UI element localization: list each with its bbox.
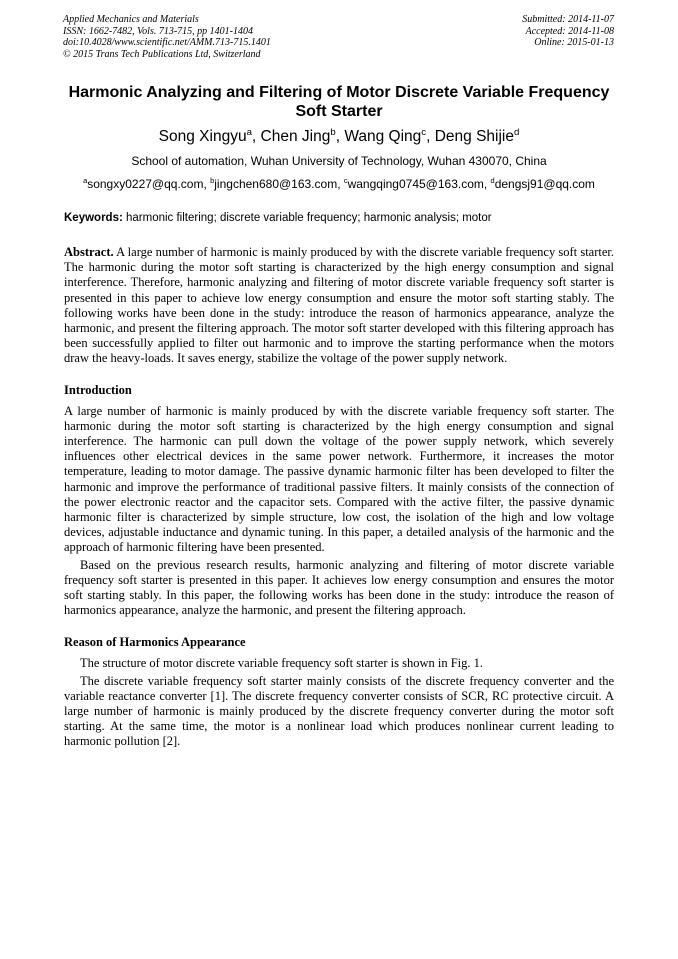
reason-heading: Reason of Harmonics Appearance bbox=[64, 635, 246, 650]
doi-link[interactable]: doi:10.4028/www.scientific.net/AMM.713-715.1401 bbox=[63, 37, 271, 49]
issn-line: ISSN: 1662-7482, Vols. 713-715, pp 1401-1404 bbox=[63, 25, 253, 37]
email[interactable]: $^c$wangqing0745@163.com bbox=[343, 176, 484, 191]
paper-title: Harmonic Analyzing and Filtering of Motor Discrete Variable Frequency Soft Starter bbox=[68, 84, 610, 120]
keywords bbox=[64, 211, 614, 225]
copyright-line: © 2015 Trans Tech Publications Ltd, Switzerland bbox=[63, 48, 261, 60]
email-list: $^a$songxy0227@qq.com, $^b$jingchen680@163.com, $^c$wangqing0745@163.com, $^d$dengsj91@qq.com bbox=[83, 176, 595, 191]
keywords-text: harmonic filtering; discrete variable frequency; harmonic analysis; motor bbox=[126, 212, 492, 224]
author: Deng Shijie$^d$ bbox=[434, 126, 520, 145]
journal-header bbox=[64, 14, 614, 66]
publication-dates bbox=[522, 14, 614, 49]
email[interactable]: $^d$dengsj91@qq.com bbox=[490, 176, 595, 191]
online-date: Online: 2015-01-13 bbox=[534, 37, 614, 49]
submitted-date: Submitted: 2014-11-07 bbox=[522, 14, 614, 25]
affiliation: School of automation, Wuhan University of Technology, Wuhan 430070, China bbox=[131, 154, 547, 168]
reason-paragraph: The discrete variable frequency soft starter mainly consists of the discrete frequency converter and the variable reactance converter [1]. The discrete frequency converter consists of SCR, RC protective circuit. A large number of harmonic is mainly produced by the discrete frequency converter during the motor soft starting. At the same time, the motor is a nonlinear load which produces nonlinear current leading to harmonic pollution [2]. bbox=[64, 673, 614, 749]
paper-page bbox=[64, 14, 614, 750]
introduction-heading: Introduction bbox=[64, 382, 132, 397]
introduction-paragraph: Based on the previous research results, harmonic analyzing and filtering of motor discrete variable frequency soft starter is presented in this paper. It achieves low energy consumption and ensures the motor soft starting stably. In this paper, the following works has been done in the study: introduce the reason of harmonics appearance, analyze the harmonic, and present the filtering approach. bbox=[64, 557, 614, 618]
author-list bbox=[64, 127, 614, 147]
abstract-text: A large number of harmonic is mainly produced by with the discrete variable frequency soft starter. The harmonic during the motor soft starting is characterized by the high energy consumption and signal interference. Therefore, harmonic analyzing and filtering of motor discrete variable frequency soft starter is presented in this paper to achieve low energy consumption and ensure the motor soft starting stably. The following works have been done in the study: introduce the reason of harmonics appearance, analyze the harmonic, and present the filtering approach. The motor soft starter developed with this filtering approach has been successfully applied to filter out harmonic and to improve the starting performance when the motors draw the heavy-loads. It saves energy, stabilize the voltage of the power supply network. bbox=[64, 245, 614, 366]
publication-info bbox=[63, 14, 271, 60]
email[interactable]: $^b$jingchen680@163.com bbox=[210, 176, 338, 191]
abstract bbox=[64, 245, 614, 367]
accepted-date: Accepted: 2014-11-08 bbox=[525, 25, 614, 37]
introduction-paragraph: A large number of harmonic is mainly produced by with the discrete variable frequency soft starter. The harmonic during the motor soft starting is characterized by the high energy consumption and signal interference. The harmonic can pull down the voltage of the power supply network, which severely influences other electrical devices in the same power network. Furthermore, it increases the motor temperature, leading to motor damage. The passive dynamic harmonic filter has been developed to filter the harmonic and improve the performance of traditional passive filters. It mainly consists of the connection of the power electronic reactor and the capacitor sets. Compared with the active filter, the passive dynamic harmonic filter is characterized by simple structure, low cost, the isolation of the high and low voltage devices, adjustable inductance and dynamic tuning. In this paper, a detailed analysis of the harmonic and the approach of harmonic filtering have been presented. bbox=[64, 403, 614, 555]
email[interactable]: $^a$songxy0227@qq.com bbox=[83, 176, 204, 191]
author: Chen Jing$^b$, bbox=[260, 126, 345, 145]
reason-paragraph: The structure of motor discrete variable frequency soft starter is shown in Fig. 1. bbox=[80, 656, 484, 671]
journal-name: Applied Mechanics and Materials bbox=[63, 14, 199, 25]
keywords-label: Keywords: bbox=[64, 212, 123, 224]
abstract-label: Abstract. bbox=[64, 245, 114, 259]
author: Song Xingyu$^a$, bbox=[158, 126, 261, 145]
author: Wang Qing$^c$, bbox=[344, 126, 435, 145]
